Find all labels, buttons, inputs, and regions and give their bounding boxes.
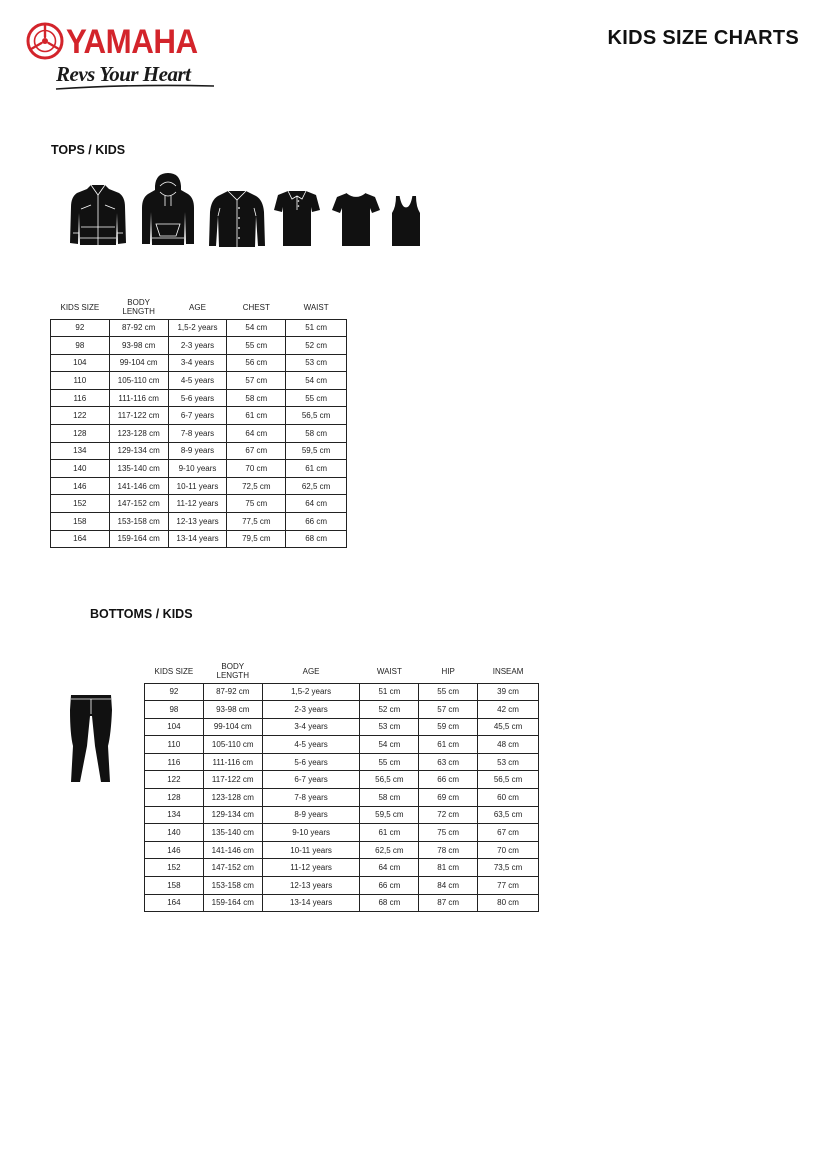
column-header: AGE — [189, 302, 206, 312]
table-cell: 105-110 cm — [203, 736, 262, 754]
table-row — [51, 319, 347, 337]
table-cell: 146 — [51, 477, 110, 495]
table-cell: 117-122 cm — [203, 771, 262, 789]
table-cell: 75 cm — [227, 495, 286, 513]
table-cell: 87-92 cm — [203, 683, 262, 701]
table-cell: 70 cm — [227, 460, 286, 478]
table-row — [51, 477, 347, 495]
table-cell: 58 cm — [286, 425, 347, 443]
polo-icon — [274, 190, 320, 247]
table-row — [145, 841, 539, 859]
table-cell: 141-146 cm — [109, 477, 168, 495]
table-cell: 81 cm — [419, 859, 478, 877]
table-cell: 72,5 cm — [227, 477, 286, 495]
table-cell: 51 cm — [360, 683, 419, 701]
table-cell: 59,5 cm — [360, 806, 419, 824]
table-cell: 68 cm — [360, 894, 419, 912]
table-cell: 147-152 cm — [203, 859, 262, 877]
table-cell: 45,5 cm — [478, 718, 539, 736]
table-cell: 57 cm — [227, 372, 286, 390]
table-cell: 11-12 years — [262, 859, 360, 877]
column-header: INSEAM — [492, 666, 524, 676]
jacket-icon — [69, 183, 127, 247]
table-cell: 61 cm — [360, 824, 419, 842]
shirt-icon — [208, 190, 266, 248]
table-cell: 9-10 years — [262, 824, 360, 842]
table-cell: 134 — [51, 442, 110, 460]
table-cell: 6-7 years — [262, 771, 360, 789]
column-header: CHEST — [242, 302, 270, 312]
table-cell: 134 — [145, 806, 204, 824]
table-cell: 105-110 cm — [109, 372, 168, 390]
table-cell: 64 cm — [286, 495, 347, 513]
table-cell: 164 — [145, 894, 204, 912]
table-cell: 153-158 cm — [203, 877, 262, 895]
column-header: AGE — [302, 666, 320, 676]
table-cell: 80 cm — [478, 894, 539, 912]
table-row — [145, 806, 539, 824]
table-cell: 147-152 cm — [109, 495, 168, 513]
table-cell: 60 cm — [478, 789, 539, 807]
hoodie-icon — [140, 172, 196, 247]
table-cell: 79,5 cm — [227, 530, 286, 548]
table-cell: 62,5 cm — [286, 477, 347, 495]
table-cell: 122 — [51, 407, 110, 425]
table-cell: 61 cm — [419, 736, 478, 754]
table-cell: 3-4 years — [168, 354, 227, 372]
table-cell: 1,5-2 years — [168, 319, 227, 337]
table-cell: 122 — [145, 771, 204, 789]
table-cell: 55 cm — [360, 753, 419, 771]
table-cell: 99-104 cm — [109, 354, 168, 372]
table-cell: 58 cm — [360, 789, 419, 807]
table-cell: 7-8 years — [262, 789, 360, 807]
column-header: WAIST — [303, 302, 329, 312]
table-header-row — [145, 658, 539, 683]
table-cell: 56,5 cm — [478, 771, 539, 789]
column-header-label: BODY LENGTH — [122, 297, 155, 316]
table-cell: 1,5-2 years — [262, 683, 360, 701]
table-cell: 98 — [51, 337, 110, 355]
table-cell: 10-11 years — [262, 841, 360, 859]
table-row — [145, 718, 539, 736]
table-cell: 116 — [145, 753, 204, 771]
table-cell: 55 cm — [286, 389, 347, 407]
table-row — [145, 736, 539, 754]
table-row — [51, 530, 347, 548]
table-cell: 10-11 years — [168, 477, 227, 495]
table-cell: 110 — [51, 372, 110, 390]
table-cell: 152 — [145, 859, 204, 877]
table-cell: 87 cm — [419, 894, 478, 912]
table-cell: 159-164 cm — [203, 894, 262, 912]
tops-section-title: TOPS / KIDS — [51, 143, 126, 157]
table-cell: 53 cm — [286, 354, 347, 372]
table-cell: 93-98 cm — [203, 701, 262, 719]
table-cell: 158 — [145, 877, 204, 895]
tshirt-icon — [332, 192, 380, 247]
table-cell: 54 cm — [360, 736, 419, 754]
table-row — [145, 771, 539, 789]
table-cell: 64 cm — [227, 425, 286, 443]
table-cell: 6-7 years — [168, 407, 227, 425]
table-cell: 5-6 years — [168, 389, 227, 407]
column-header: KIDS SIZE — [60, 302, 100, 312]
table-cell: 159-164 cm — [109, 530, 168, 548]
tops-size-table — [50, 294, 347, 548]
table-cell: 70 cm — [478, 841, 539, 859]
column-header — [109, 294, 168, 319]
table-cell: 93-98 cm — [109, 337, 168, 355]
table-cell: 59,5 cm — [286, 442, 347, 460]
column-header: KIDS SIZE — [154, 666, 194, 676]
table-cell: 56,5 cm — [286, 407, 347, 425]
table-cell: 51 cm — [286, 319, 347, 337]
table-row — [145, 894, 539, 912]
table-cell: 129-134 cm — [109, 442, 168, 460]
table-cell: 59 cm — [419, 718, 478, 736]
table-cell: 63 cm — [419, 753, 478, 771]
table-cell: 87-92 cm — [109, 319, 168, 337]
column-header — [203, 658, 262, 683]
table-cell: 67 cm — [478, 824, 539, 842]
table-row — [145, 701, 539, 719]
table-cell: 153-158 cm — [109, 513, 168, 531]
table-cell: 98 — [145, 701, 204, 719]
table-row — [51, 372, 347, 390]
table-cell: 12-13 years — [168, 513, 227, 531]
table-row — [51, 354, 347, 372]
table-row — [145, 753, 539, 771]
yamaha-logo — [26, 22, 206, 88]
table-cell: 13-14 years — [168, 530, 227, 548]
table-cell: 77 cm — [478, 877, 539, 895]
table-cell: 123-128 cm — [203, 789, 262, 807]
table-row — [51, 460, 347, 478]
bottoms-section-title: BOTTOMS / KIDS — [90, 607, 193, 621]
table-cell: 158 — [51, 513, 110, 531]
table-cell: 53 cm — [478, 753, 539, 771]
table-cell: 66 cm — [419, 771, 478, 789]
table-cell: 62,5 cm — [360, 841, 419, 859]
table-cell: 52 cm — [360, 701, 419, 719]
table-cell: 5-6 years — [262, 753, 360, 771]
table-cell: 92 — [145, 683, 204, 701]
table-row — [145, 877, 539, 895]
brand-name: YAMAHA — [66, 23, 198, 61]
table-cell: 140 — [51, 460, 110, 478]
table-cell: 64 cm — [360, 859, 419, 877]
tank-top-icon — [391, 195, 421, 247]
table-row — [145, 824, 539, 842]
table-cell: 13-14 years — [262, 894, 360, 912]
table-cell: 12-13 years — [262, 877, 360, 895]
column-header: WAIST — [376, 666, 402, 676]
table-cell: 2-3 years — [262, 701, 360, 719]
table-row — [51, 442, 347, 460]
table-header-row — [51, 294, 347, 319]
table-cell: 135-140 cm — [109, 460, 168, 478]
table-cell: 84 cm — [419, 877, 478, 895]
table-cell: 104 — [145, 718, 204, 736]
table-row — [145, 683, 539, 701]
table-cell: 4-5 years — [168, 372, 227, 390]
table-cell: 61 cm — [286, 460, 347, 478]
table-cell: 48 cm — [478, 736, 539, 754]
table-row — [51, 495, 347, 513]
table-cell: 39 cm — [478, 683, 539, 701]
table-row — [51, 337, 347, 355]
table-cell: 128 — [145, 789, 204, 807]
table-cell: 68 cm — [286, 530, 347, 548]
table-cell: 55 cm — [419, 683, 478, 701]
table-cell: 92 — [51, 319, 110, 337]
brand-tagline: Revs Your Heart — [56, 62, 191, 86]
table-cell: 111-116 cm — [203, 753, 262, 771]
table-cell: 129-134 cm — [203, 806, 262, 824]
table-cell: 123-128 cm — [109, 425, 168, 443]
table-cell: 58 cm — [227, 389, 286, 407]
tuning-fork-emblem-icon — [26, 22, 64, 60]
table-cell: 53 cm — [360, 718, 419, 736]
table-cell: 55 cm — [227, 337, 286, 355]
table-cell: 78 cm — [419, 841, 478, 859]
table-cell: 2-3 years — [168, 337, 227, 355]
table-cell: 77,5 cm — [227, 513, 286, 531]
table-cell: 146 — [145, 841, 204, 859]
table-row — [51, 425, 347, 443]
table-cell: 56 cm — [227, 354, 286, 372]
table-cell: 164 — [51, 530, 110, 548]
table-row — [51, 389, 347, 407]
table-cell: 111-116 cm — [109, 389, 168, 407]
table-cell: 42 cm — [478, 701, 539, 719]
table-cell: 104 — [51, 354, 110, 372]
table-cell: 67 cm — [227, 442, 286, 460]
table-cell: 69 cm — [419, 789, 478, 807]
table-cell: 9-10 years — [168, 460, 227, 478]
table-cell: 117-122 cm — [109, 407, 168, 425]
table-cell: 8-9 years — [168, 442, 227, 460]
column-header: HIP — [441, 666, 455, 676]
table-cell: 152 — [51, 495, 110, 513]
bottoms-size-table — [144, 658, 539, 912]
table-row — [51, 513, 347, 531]
table-cell: 57 cm — [419, 701, 478, 719]
table-cell: 63,5 cm — [478, 806, 539, 824]
table-cell: 128 — [51, 425, 110, 443]
table-cell: 56,5 cm — [360, 771, 419, 789]
table-cell: 73,5 cm — [478, 859, 539, 877]
table-cell: 8-9 years — [262, 806, 360, 824]
table-cell: 99-104 cm — [203, 718, 262, 736]
page-title: KIDS SIZE CHARTS — [607, 27, 799, 49]
pants-icon — [68, 694, 114, 784]
table-cell: 75 cm — [419, 824, 478, 842]
table-row — [145, 789, 539, 807]
table-cell: 141-146 cm — [203, 841, 262, 859]
table-cell: 66 cm — [286, 513, 347, 531]
table-cell: 66 cm — [360, 877, 419, 895]
table-cell: 11-12 years — [168, 495, 227, 513]
table-cell: 61 cm — [227, 407, 286, 425]
table-cell: 4-5 years — [262, 736, 360, 754]
table-cell: 3-4 years — [262, 718, 360, 736]
table-cell: 54 cm — [227, 319, 286, 337]
table-row — [145, 859, 539, 877]
table-cell: 135-140 cm — [203, 824, 262, 842]
table-cell: 116 — [51, 389, 110, 407]
table-cell: 54 cm — [286, 372, 347, 390]
table-cell: 52 cm — [286, 337, 347, 355]
table-cell: 110 — [145, 736, 204, 754]
table-cell: 72 cm — [419, 806, 478, 824]
tagline-swoosh — [50, 82, 220, 92]
table-cell: 140 — [145, 824, 204, 842]
table-row — [51, 407, 347, 425]
column-header-label: BODY LENGTH — [216, 661, 249, 680]
table-cell: 7-8 years — [168, 425, 227, 443]
